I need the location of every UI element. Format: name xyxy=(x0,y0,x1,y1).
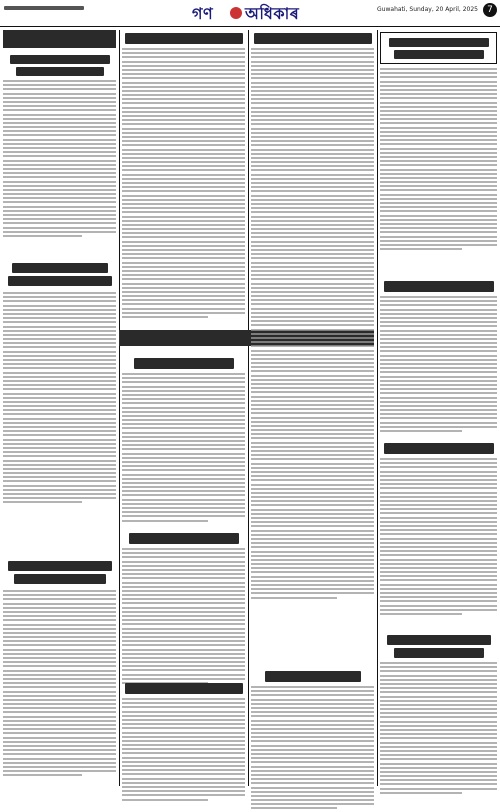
article-body xyxy=(380,662,497,796)
article-body xyxy=(122,548,245,686)
article-body xyxy=(380,296,497,434)
article-body xyxy=(3,292,116,506)
section-banner xyxy=(3,30,116,48)
article-11 xyxy=(380,278,497,295)
page-number: 7 xyxy=(483,3,497,17)
article-body xyxy=(3,590,116,778)
headline xyxy=(380,635,497,658)
headline xyxy=(380,443,497,454)
headline xyxy=(251,33,374,44)
date-line-right: Guwahati, Sunday, 20 April, 2025 xyxy=(377,6,478,13)
article-4 xyxy=(122,30,245,47)
article-1 xyxy=(3,52,116,79)
article-body xyxy=(122,373,245,524)
article-9 xyxy=(251,668,374,685)
column-4 xyxy=(380,30,497,786)
article-3 xyxy=(3,558,116,587)
masthead xyxy=(0,0,500,27)
headline xyxy=(3,561,116,584)
article-body xyxy=(251,686,374,812)
headline xyxy=(122,533,245,544)
column-3 xyxy=(251,30,374,786)
article-8 xyxy=(251,30,374,47)
headline xyxy=(3,263,116,286)
article-body xyxy=(122,698,245,803)
article-body xyxy=(122,48,245,320)
date-line-left xyxy=(4,6,84,10)
article-5 xyxy=(122,355,245,372)
headline xyxy=(251,671,374,682)
column-rule xyxy=(119,30,120,786)
article-2 xyxy=(3,260,116,289)
headline xyxy=(122,683,245,694)
article-7 xyxy=(122,680,245,697)
column-rule xyxy=(377,30,378,786)
column-2 xyxy=(122,30,245,786)
headline xyxy=(122,33,245,44)
svg-text:অধিকাৰ: অধিকাৰ xyxy=(245,4,300,23)
article-13 xyxy=(380,632,497,661)
column-1 xyxy=(3,30,116,786)
article-body xyxy=(380,458,497,617)
newspaper-logo xyxy=(190,2,310,28)
headline xyxy=(3,55,116,76)
article-12 xyxy=(380,440,497,457)
article-6 xyxy=(122,530,245,547)
article-body xyxy=(380,68,497,252)
article-body xyxy=(3,80,116,239)
svg-text:গণ: গণ xyxy=(192,4,214,23)
headline xyxy=(122,358,245,369)
headline-box xyxy=(380,32,497,64)
article-body xyxy=(251,48,374,601)
column-rule xyxy=(248,30,249,786)
headline xyxy=(380,281,497,292)
